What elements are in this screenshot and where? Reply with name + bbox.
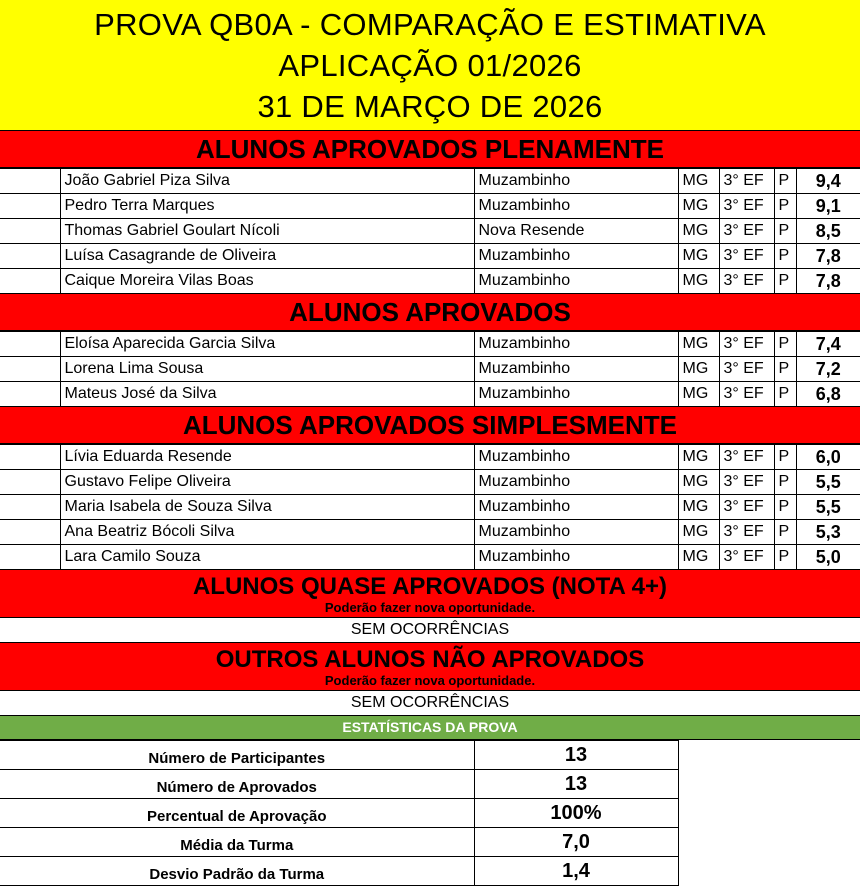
stats-heading: ESTATÍSTICAS DA PROVA — [0, 716, 860, 740]
student-type: P — [774, 470, 796, 495]
student-score: 7,2 — [796, 357, 860, 382]
student-name: Maria Isabela de Souza Silva — [60, 495, 474, 520]
student-city: Muzambinho — [474, 495, 678, 520]
section-subtitle-quase: Poderão fazer nova oportunidade. — [324, 600, 536, 615]
stat-value: 7,0 — [474, 828, 678, 857]
student-city: Muzambinho — [474, 382, 678, 407]
student-grade: 3° EF — [719, 382, 774, 407]
stats-row — [0, 770, 860, 799]
student-name: Lívia Eduarda Resende — [60, 445, 474, 470]
student-score: 5,5 — [796, 470, 860, 495]
student-type: P — [774, 332, 796, 357]
student-score: 9,1 — [796, 194, 860, 219]
section-subtitle-outros: Poderão fazer nova oportunidade. — [324, 673, 536, 688]
student-score: 6,0 — [796, 445, 860, 470]
student-score: 5,5 — [796, 495, 860, 520]
student-grade: 3° EF — [719, 470, 774, 495]
row-index-cell — [0, 269, 60, 294]
table-row — [0, 382, 860, 407]
student-grade: 3° EF — [719, 194, 774, 219]
student-city: Muzambinho — [474, 545, 678, 570]
student-grade: 3° EF — [719, 545, 774, 570]
table-row — [0, 194, 860, 219]
table-row — [0, 332, 860, 357]
row-index-cell — [0, 382, 60, 407]
student-score: 7,4 — [796, 332, 860, 357]
stats-row — [0, 857, 860, 886]
student-city: Muzambinho — [474, 269, 678, 294]
student-name: Lara Camilo Souza — [60, 545, 474, 570]
blank-cell — [678, 741, 860, 770]
row-index-cell — [0, 545, 60, 570]
student-grade: 3° EF — [719, 169, 774, 194]
stats-row — [0, 741, 860, 770]
student-state: MG — [678, 445, 719, 470]
student-city: Muzambinho — [474, 169, 678, 194]
student-state: MG — [678, 269, 719, 294]
exam-date: 31 DE MARÇO DE 2026 — [257, 88, 603, 124]
student-type: P — [774, 445, 796, 470]
student-score: 7,8 — [796, 244, 860, 269]
stat-value: 13 — [474, 770, 678, 799]
student-city: Nova Resende — [474, 219, 678, 244]
student-grade: 3° EF — [719, 244, 774, 269]
blank-cell — [678, 857, 860, 886]
table-row — [0, 495, 860, 520]
exam-title: PROVA QB0A - COMPARAÇÃO E ESTIMATIVA — [94, 6, 766, 42]
student-name: Lorena Lima Sousa — [60, 357, 474, 382]
student-city: Muzambinho — [474, 470, 678, 495]
student-type: P — [774, 219, 796, 244]
stats-table — [0, 740, 860, 886]
stats-row — [0, 828, 860, 857]
student-type: P — [774, 169, 796, 194]
table-row — [0, 545, 860, 570]
row-index-cell — [0, 332, 60, 357]
table-aprovados — [0, 331, 860, 407]
stat-label: Desvio Padrão da Turma — [0, 857, 474, 886]
table-row — [0, 269, 860, 294]
table-row — [0, 244, 860, 269]
section-title-quase: ALUNOS QUASE APROVADOS (NOTA 4+) — [192, 573, 668, 600]
student-city: Muzambinho — [474, 244, 678, 269]
row-index-cell — [0, 470, 60, 495]
student-grade: 3° EF — [719, 520, 774, 545]
student-city: Muzambinho — [474, 445, 678, 470]
student-score: 5,0 — [796, 545, 860, 570]
student-state: MG — [678, 470, 719, 495]
row-index-cell — [0, 169, 60, 194]
student-grade: 3° EF — [719, 357, 774, 382]
student-score: 6,8 — [796, 382, 860, 407]
student-name: Pedro Terra Marques — [60, 194, 474, 219]
section-heading-quase — [0, 570, 860, 618]
student-grade: 3° EF — [719, 219, 774, 244]
table-row — [0, 470, 860, 495]
student-type: P — [774, 382, 796, 407]
stat-label: Número de Participantes — [0, 741, 474, 770]
student-state: MG — [678, 357, 719, 382]
section-heading-outros — [0, 643, 860, 691]
row-index-cell — [0, 194, 60, 219]
stat-label: Percentual de Aprovação — [0, 799, 474, 828]
student-grade: 3° EF — [719, 445, 774, 470]
student-state: MG — [678, 545, 719, 570]
student-type: P — [774, 194, 796, 219]
student-city: Muzambinho — [474, 332, 678, 357]
student-score: 5,3 — [796, 520, 860, 545]
section-title-outros: OUTROS ALUNOS NÃO APROVADOS — [215, 646, 645, 673]
student-name: Luísa Casagrande de Oliveira — [60, 244, 474, 269]
table-row — [0, 357, 860, 382]
table-simplesmente — [0, 444, 860, 570]
no-occurrences-outros: SEM OCORRÊNCIAS — [0, 691, 860, 716]
row-index-cell — [0, 495, 60, 520]
blank-cell — [678, 828, 860, 857]
student-name: Thomas Gabriel Goulart Nícoli — [60, 219, 474, 244]
student-grade: 3° EF — [719, 495, 774, 520]
student-type: P — [774, 244, 796, 269]
row-index-cell — [0, 244, 60, 269]
student-type: P — [774, 269, 796, 294]
student-type: P — [774, 357, 796, 382]
stats-row — [0, 799, 860, 828]
student-state: MG — [678, 244, 719, 269]
student-city: Muzambinho — [474, 520, 678, 545]
table-row — [0, 169, 860, 194]
blank-cell — [678, 770, 860, 799]
stat-value: 13 — [474, 741, 678, 770]
section-heading-plenamente: ALUNOS APROVADOS PLENAMENTE — [0, 131, 860, 168]
table-row — [0, 520, 860, 545]
student-grade: 3° EF — [719, 332, 774, 357]
no-occurrences-quase: SEM OCORRÊNCIAS — [0, 618, 860, 643]
student-city: Muzambinho — [474, 357, 678, 382]
student-state: MG — [678, 219, 719, 244]
row-index-cell — [0, 445, 60, 470]
student-score: 9,4 — [796, 169, 860, 194]
student-state: MG — [678, 520, 719, 545]
student-state: MG — [678, 382, 719, 407]
section-heading-simplesmente: ALUNOS APROVADOS SIMPLESMENTE — [0, 407, 860, 444]
application-label: APLICAÇÃO 01/2026 — [278, 47, 582, 83]
row-index-cell — [0, 219, 60, 244]
row-index-cell — [0, 357, 60, 382]
student-state: MG — [678, 169, 719, 194]
table-plenamente — [0, 168, 860, 294]
stat-value: 100% — [474, 799, 678, 828]
student-name: Caique Moreira Vilas Boas — [60, 269, 474, 294]
stat-label: Média da Turma — [0, 828, 474, 857]
student-score: 7,8 — [796, 269, 860, 294]
student-name: Mateus José da Silva — [60, 382, 474, 407]
table-row — [0, 445, 860, 470]
student-state: MG — [678, 194, 719, 219]
student-name: Ana Beatriz Bócoli Silva — [60, 520, 474, 545]
student-type: P — [774, 495, 796, 520]
student-name: Eloísa Aparecida Garcia Silva — [60, 332, 474, 357]
stat-label: Número de Aprovados — [0, 770, 474, 799]
student-name: João Gabriel Piza Silva — [60, 169, 474, 194]
student-state: MG — [678, 332, 719, 357]
title-banner — [0, 0, 860, 131]
table-row — [0, 219, 860, 244]
student-state: MG — [678, 495, 719, 520]
student-name: Gustavo Felipe Oliveira — [60, 470, 474, 495]
student-type: P — [774, 520, 796, 545]
student-grade: 3° EF — [719, 269, 774, 294]
student-type: P — [774, 545, 796, 570]
stat-value: 1,4 — [474, 857, 678, 886]
student-score: 8,5 — [796, 219, 860, 244]
blank-cell — [678, 799, 860, 828]
row-index-cell — [0, 520, 60, 545]
section-heading-aprovados: ALUNOS APROVADOS — [0, 294, 860, 331]
student-city: Muzambinho — [474, 194, 678, 219]
